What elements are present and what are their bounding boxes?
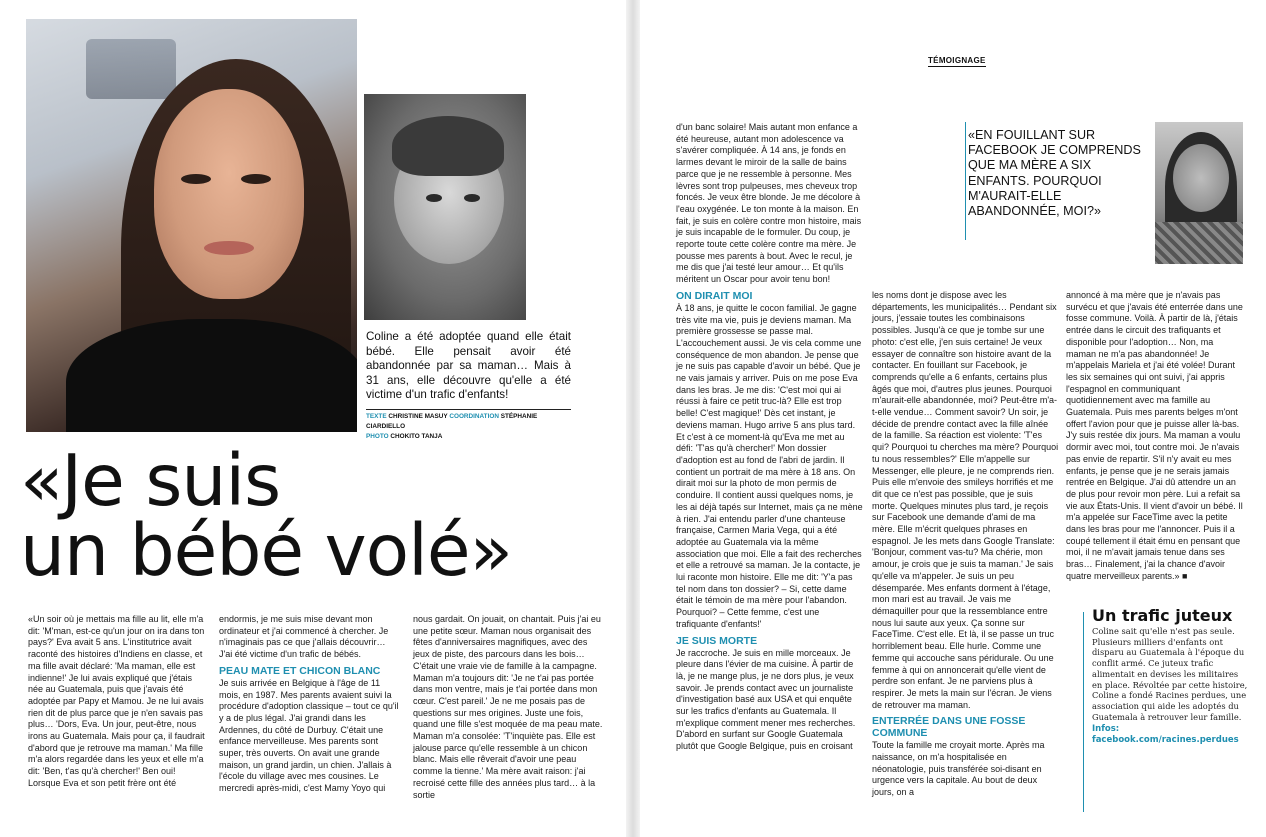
left-column-2 — [219, 614, 401, 795]
mother-face — [1173, 144, 1229, 212]
mother-shirt — [1155, 222, 1243, 264]
sidebar-rule — [1083, 612, 1090, 812]
lips — [204, 241, 254, 255]
coline-portrait-photo — [26, 19, 357, 432]
left-col1-text: «Un soir où je mettais ma fille au lit, elle m'a dit: 'M'man, est-ce qu'un jour on ira dans ton pays?' Eva avait 5 ans. L'institutrice avait raconté des histoires d'Indiens en classe, et ma fille avait déclaré: 'Ma maman, elle est indienne!' Je lui avais expliqué que j'étais née au Guatemala, puis que j'avais été adoptée par Papy et Mamou. Je ne lui avais rien dit de plus parce que je n'en savais pas plus… 'Dors, Eva. Un jour, peut-être, nous irons au Guatemala. Mais pour ça, il faudrait d'abord que je retrouve ma maman.' Ma fille m'a alors regardée dans les yeux et elle m'a dit: 'Ben, t'as qu'à chercher!' Ben oui! Lorsque Eva et son petit frère ont été — [28, 614, 205, 788]
right-col1-text-a: d'un banc solaire! Mais autant mon enfance a été heureuse, autant mon adolescence va s'avérer compliquée. À 14 ans, je fonds en larmes devant le miroir de la salle de bains parce que je ne ressemble à personne. Mes lèvres sont trop pulpeuses, mes cheveux trop foncés. Je veux être blonde. Je me décolore à l'eau oxygénée. Le ton monte à la maison. En fait, je suis en colère contre mon histoire, mais je suis incapable de le formuler. Du coup, je reporte toute cette colère contre ma mère. Je pousse mes parents à bout. Avec le recul, je me dis que j'ai testé leur amour… Et qu'ils méritent un Oscar pour avoir tenu bon! — [676, 122, 862, 285]
sidebar-link[interactable]: Infos: facebook.com/racines.perdues — [1092, 724, 1239, 746]
left-col3-text: nous gardait. On jouait, on chantait. Puis j'ai eu une petite sœur. Maman nous organisait des fêtes d'anniversaires magnifiques, avec des jeux de piste, des parcours dans les bois… C'était une vraie vie de famille à la campagne. Maman m'a toujours dit: 'Je ne t'ai pas portée dans mon ventre, mais je t'ai portée dans mon cœur. C'est pareil.' Je ne me posais pas de questions sur mes origines. Juste une fois, quand une fille s'est moquée de ma peau mate. Maman m'a consolée: 'T'inquiète pas. Elle est jalouse parce qu'elle ressemble à un chicon blanc. Mais elle rêverait d'avoir une peau comme la tienne.' Ma mère avait raison: j'ai recroisé cette fille des années plus tard… à la sortie — [413, 614, 603, 800]
right-col2-text-b: Toute la famille me croyait morte. Après ma naissance, on m'a hospitalisée en néonatologie, puis transférée soi-disant en urgence vers la capitale. Au bout de deux jours, on a — [872, 740, 1045, 798]
subhead-enterree: ENTERRÉE DANS UNE FOSSE COMMUNE — [872, 715, 1026, 740]
baby-eye-left — [426, 194, 442, 202]
background-people — [86, 39, 176, 99]
jacket-shape — [66, 319, 357, 432]
right-column-2 — [872, 290, 1060, 799]
left-col2-text-a: endormis, je me suis mise devant mon ordinateur et j'ai commencé à chercher. Je n'imaginais pas ce que j'allais découvrir… J'ai été victime d'un trafic de bébés. — [219, 614, 389, 660]
baby-hair — [392, 116, 504, 176]
credit-photo-label: PHOTO — [366, 433, 389, 440]
subhead-peau-mate: PEAU MATE ET CHICON BLANC — [219, 664, 381, 677]
right-column-3 — [1066, 290, 1244, 583]
credits — [366, 409, 571, 442]
credit-coord-label: COORDINATION — [449, 413, 499, 420]
photo-caption: Coline a été adoptée quand elle était bébé. Elle pensait avoir été abandonnée par sa maman… Mais à 31 ans, elle découvre qu'elle a été victime d'un trafic d'enfants! — [366, 330, 571, 401]
right-col1-text-b: À 18 ans, je quitte le cocon familial. Je gagne très vite ma vie, puis je deviens maman. Ma première grossesse se passe mal. L'accouchement aussi. Je vis cela comme une conséquence de mon abandon. Je pense que je ne suis pas capable d'avoir un bébé. Que je ne vais jamais y arriver. Puis on me pose Eva dans les bras. Je me dis: 'C'est moi qui ai réussi à faire ce petit truc-là? Elle est trop belle! C'est magique!' Dès cet instant, je deviens maman. Hugo arrive 5 ans plus tard. Et c'est à ce moment-là qu'Eva me met au défi: 'T'as qu'à chercher!' Mon dossier d'adoption est au fond de l'abri de jardin. Il contient un portrait de ma mère à 18 ans. On dirait moi sur la photo de mon permis de conduire. Il contient aussi quelques noms, je les ai déjà tapés sur Internet, mais ça ne mène à rien. J'ai entendu parler d'une chanteuse française, Carmen Maria Vega, qui a été adoptée au Guatemala via la même association que moi. Elle a fait des recherches et elle a retrouvé sa maman. Je la contacte, je lui raconte mon histoire. Elle me dit: 'Y'a pas tel nom dans ton dossier? – Si, cette dame était le témoin de ma mère pour l'abandon. Pourquoi? – Cette femme, c'est une trafiquante d'enfants!' — [676, 302, 863, 629]
title-line-1: «Je suis — [20, 439, 281, 522]
left-column-3 — [413, 614, 603, 801]
right-col3-text: annoncé à ma mère que je n'avais pas survécu et que j'avais été enterrée dans une fosse commune. Voilà. À partir de là, j'étais entrée dans le circuit des trafiquants et disponible pour l'adoption… Non, ma maman ne m'a pas abandonnée! Je m'appelais Mariela et j'ai été volée! Durant les six semaines qui ont suivi, j'ai appris l'espagnol en communiquant quotidiennement avec ma famille au Guatemala. Puis mes parents belges m'ont offert l'avion pour que je puisse aller là-bas. J'y suis restée dix jours. Ma maman a voulu dormir avec moi, tout contre moi. Je n'avais pas envie de repartir. S'il n'y avait eu mes enfants, je pense que je ne serais jamais rentrée en Belgique. J'ai dû attendre un an de plus pour revoir mon père. Lui a refait sa vie aux États-Unis. Il vient d'avoir un bébé. Il m'a appelée sur FaceTime avec la petite dans les bras pour me l'annoncer. Puis il a coupé tellement il était ému en pensant que moi, il ne m'avait jamais tenue dans ses bras… Finalement, j'ai la chance d'avoir quatre merveilleux parents.» ■ — [1066, 290, 1243, 581]
sidebar-title: Un trafic juteux — [1092, 606, 1233, 625]
mother-photo — [1155, 122, 1243, 264]
credit-coord: STÉPHANIE CIARDIELLO — [366, 413, 538, 430]
section-tag: TÉMOIGNAGE — [928, 56, 986, 65]
baby-photo — [364, 94, 526, 320]
pull-quote: «EN FOUILLANT SUR FACEBOOK JE COMPRENDS QUE MA MÈRE A SIX ENFANTS. POURQUOI M'AURAIT-ELLE ABANDONNÉE, MOI?» — [968, 128, 1141, 219]
face-shape — [154, 89, 304, 299]
eye-left — [181, 174, 211, 184]
left-col2-text-b: Je suis arrivée en Belgique à l'âge de 11 mois, en 1987. Mes parents avaient suivi la procédure d'adoption classique – tout ce qu'il y a de plus légal. J'ai grandi dans les Ardennes, du côté de Durbuy. C'était une enfance merveilleuse. Mes parents sont super, très ouverts. On avait une grande maison, un grand jardin, un chien. J'allais à l'école du village avec mes cousines. Le mercredi après-midi, c'est Mamy Yoyo qui — [219, 677, 399, 794]
subhead-je-suis-morte: JE SUIS MORTE — [676, 634, 758, 647]
credit-photo: CHOKITO TANJA — [390, 433, 443, 440]
credit-texte: CHRISTINE MASUY — [388, 413, 448, 420]
right-col2-text: les noms dont je dispose avec les départements, les municipalités… Pendant six jours, j'essaie toutes les combinaisons possibles. Jusqu'à ce que je tombe sur une photo: c'est elle, j'en suis certaine! Je veux essayer de connaître son histoire avant de la contacter. En fouillant sur Facebook, je comprends qu'elle a 6 enfants, certains plus âgés que moi, d'autres plus jeunes. Pourquoi m'aurait-elle abandonnée, moi? Peut-être m'a-t-elle vendue… Comment savoir? Un soir, je décide de prendre contact avec la fille aînée de la famille. Sa réaction est violente: 'T'es qui? Pourquoi tu cherches ma mère? Pourquoi tu nous ressembles?' Elle m'appelle sur Messenger, elle pleure, je ne comprends rien. Puis elle m'envoie des smileys horrifiés et me dit que ce n'est pas possible, que je suis morte. Quelques minutes plus tard, je reçois sur Facebook une demande d'ami de ma mère. Elle m'écrit quelques phrases en espagnol. Je les mets dans Google Translate: 'Bonjour, comment vas-tu? Ma chérie, mon amour, je crois que je suis ta maman.' Je sais qu'elle va m'appeler. Je suis un peu désemparée. Mes enfants dorment à l'étage, mon mari est au travail. Je vais me démaquiller pour que la ressemblance entre nous lui saute aux yeux. Ça sonne sur FaceTime. C'est elle. Et là, il se passe un truc horriblement beau. Elle hurle. Comme une femme qui accouche sans péridurale. Ou une femme à qui on annoncerait qu'elle vient de perdre son enfant. Je ne parviens plus à respirer. Je mets la main sur l'écran. Je viens de retrouver ma maman. — [872, 290, 1059, 710]
sidebar-text: Coline sait qu'elle n'est pas seule. Plusieurs milliers d'enfants ont disparu au Guatemala à l'époque du conflit armé. Ce juteux trafic alimentait en devises les militaires en place. Révoltée par cette histoire, Coline a fondé Racines perdues, une association qui aide les adoptés du Guatemala à retrouver leur famille. — [1092, 626, 1248, 722]
right-page — [640, 0, 1266, 837]
sidebar-box — [1092, 608, 1248, 746]
subhead-on-dirait-moi: ON DIRAIT MOI — [676, 289, 753, 302]
page-gutter — [626, 0, 640, 837]
baby-eye-right — [464, 194, 480, 202]
eye-right — [241, 174, 271, 184]
title-line-2: un bébé volé» — [20, 509, 512, 592]
left-column-1 — [28, 614, 208, 790]
right-column-1 — [676, 122, 864, 753]
credit-texte-label: TEXTE — [366, 413, 387, 420]
article-title — [20, 439, 620, 592]
right-col1-text-c: Je raccroche. Je suis en mille morceaux. Je pleure dans l'évier de ma cuisine. À partir de là, je ne mange plus, je ne dors plus, je veux savoir. Je prends contact avec un journaliste d'investigation basé aux USA et qui enquête sur les trafics d'enfants au Guatemala. Il m'explique comment mener mes recherches. D'abord en surfant sur Google Guatemala plutôt que Google Belgique, puis en croisant — [676, 647, 856, 752]
left-page — [0, 0, 626, 837]
